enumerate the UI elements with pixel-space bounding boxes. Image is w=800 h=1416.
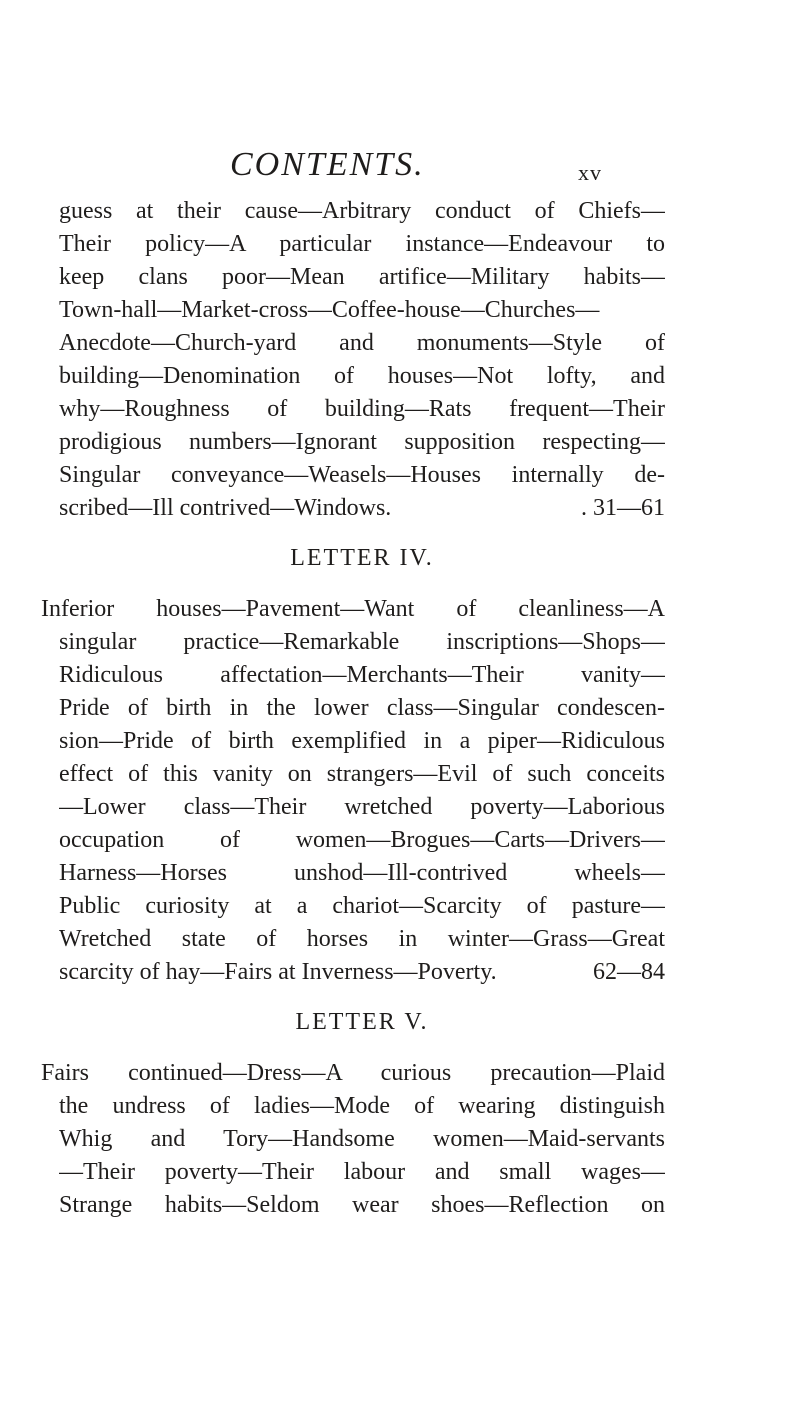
entry-line: Their policy—A particular instance—Endeavour to — [59, 231, 665, 257]
letter-heading: LETTER IV. — [290, 545, 434, 571]
entry-last-line-text: scarcity of hay—Fairs at Inverness—Poverty. — [59, 959, 497, 985]
entry-line: singular practice—Remarkable inscriptions—Shops— — [59, 629, 665, 655]
entry-line: effect of this vanity on strangers—Evil of such conceits — [59, 761, 665, 787]
running-title: CONTENTS. — [230, 146, 425, 183]
entry-line: Wretched state of horses in winter—Grass—Great — [59, 926, 665, 952]
page-number: xv — [578, 160, 602, 185]
page-range: . 31—61 — [581, 495, 665, 521]
contents-entry-letter-iv — [41, 593, 665, 989]
entry-line: why—Roughness of building—Rats frequent—Their — [59, 396, 665, 422]
contents-body — [41, 195, 665, 1222]
entry-line: guess at their cause—Arbitrary conduct of Chiefs— — [59, 198, 665, 224]
entry-line: Strange habits—Seldom wear shoes—Reflection on — [59, 1192, 665, 1218]
letter-heading: LETTER V. — [295, 1009, 429, 1035]
entry-line: Anecdote—Church-yard and monuments—Style of — [59, 330, 665, 356]
entry-line: the undress of ladies—Mode of wearing distinguish — [59, 1093, 665, 1119]
entry-line: Town-hall—Market-cross—Coffee-house—Churches— — [59, 297, 600, 323]
entry-line: Fairs continued—Dress—A curious precaution—Plaid — [41, 1060, 665, 1086]
entry-line: Public curiosity at a chariot—Scarcity of pasture— — [59, 893, 665, 919]
entry-last-line — [59, 956, 665, 989]
entry-line: —Their poverty—Their labour and small wages— — [59, 1159, 665, 1185]
page-range: 62—84 — [593, 959, 665, 985]
entry-line: sion—Pride of birth exemplified in a piper—Ridiculous — [59, 728, 665, 754]
contents-entry-letter-v — [41, 1057, 665, 1222]
entry-line: Whig and Tory—Handsome women—Maid-servants — [59, 1126, 665, 1152]
entry-line: Singular conveyance—Weasels—Houses internally de- — [59, 462, 665, 488]
entry-last-line-text: scribed—Ill contrived—Windows. — [59, 495, 392, 521]
entry-line: Inferior houses—Pavement—Want of cleanliness—A — [41, 596, 665, 622]
entry-line: Ridiculous affectation—Merchants—Their vanity— — [59, 662, 665, 688]
entry-line: occupation of women—Brogues—Carts—Drivers— — [59, 827, 665, 853]
entry-line: building—Denomination of houses—Not lofty, and — [59, 363, 665, 389]
entry-line: —Lower class—Their wretched poverty—Laborious — [59, 794, 665, 820]
entry-last-line — [59, 492, 665, 525]
contents-entry-letter-iii-continued — [59, 195, 665, 525]
running-head — [0, 146, 800, 186]
entry-line: prodigious numbers—Ignorant supposition respecting— — [59, 429, 665, 455]
entry-line: Harness—Horses unshod—Ill-contrived wheels— — [59, 860, 665, 886]
entry-line: keep clans poor—Mean artifice—Military habits— — [59, 264, 665, 290]
entry-line: Pride of birth in the lower class—Singular condescen- — [59, 695, 665, 721]
